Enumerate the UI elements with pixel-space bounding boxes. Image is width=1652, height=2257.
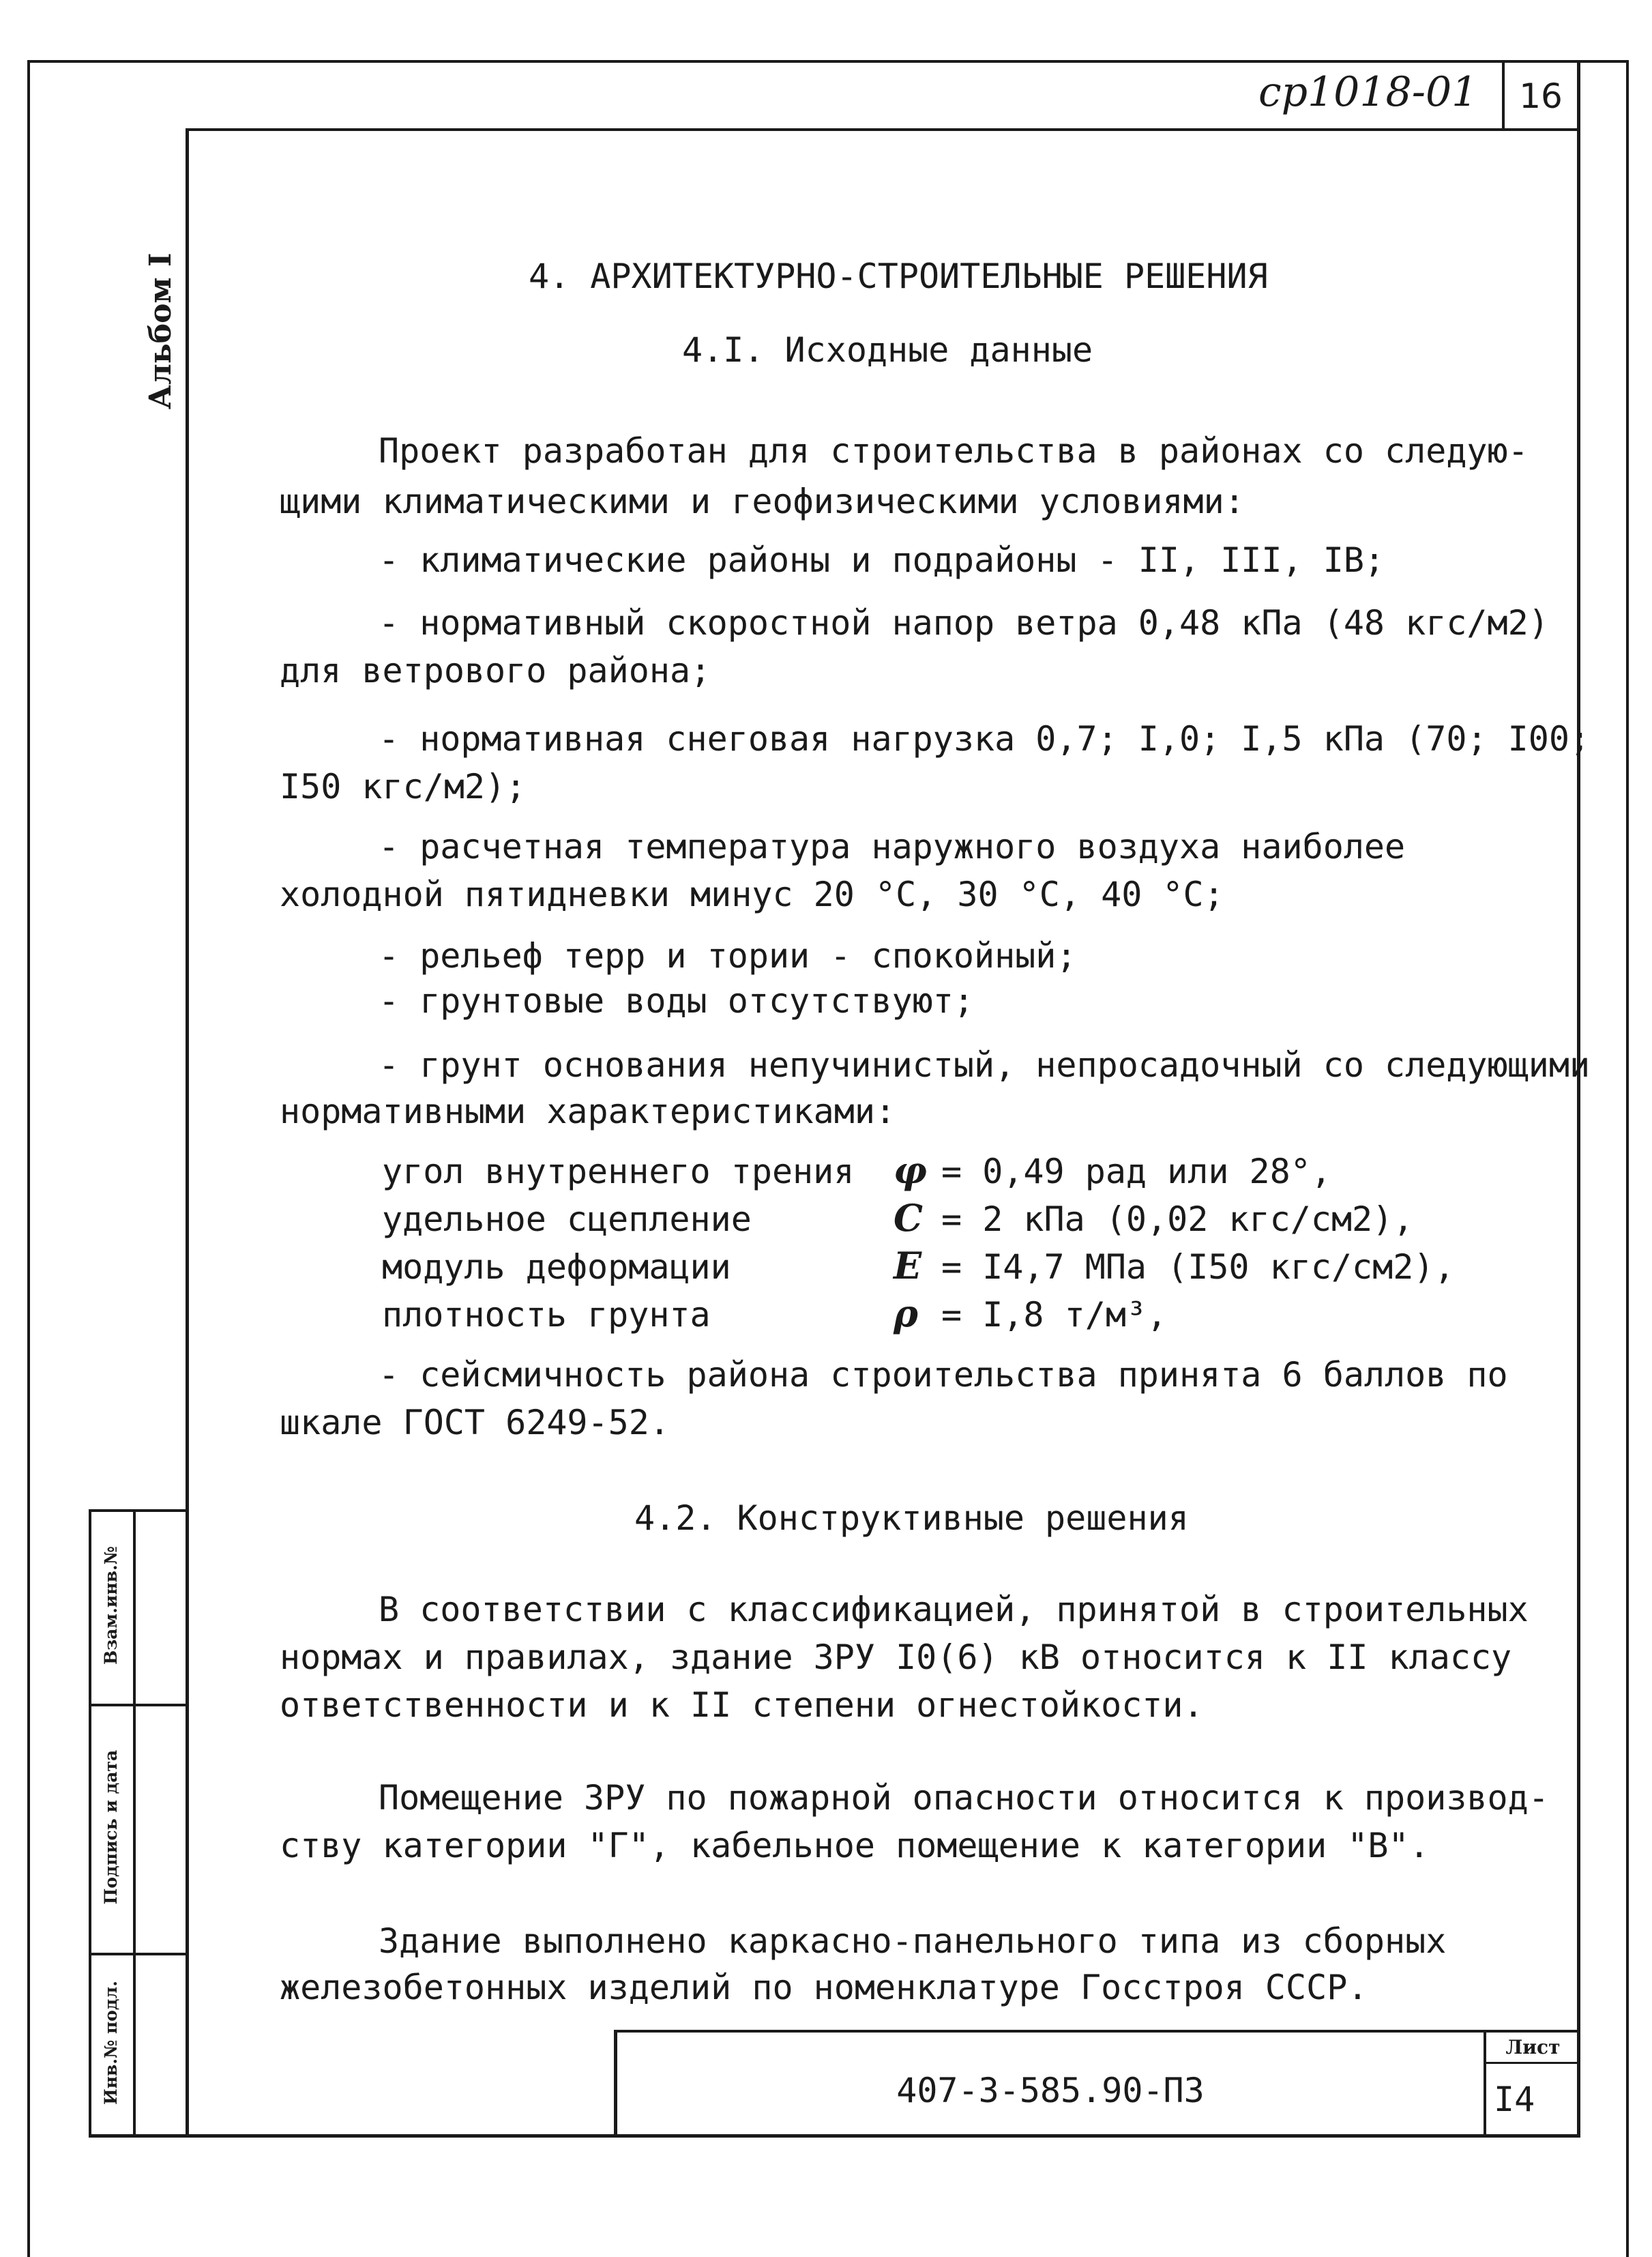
soil-prop-label-modulus: модуль деформации: [382, 1247, 731, 1287]
item-soil-line-1: - грунт основания непучинистый, непросадочный со следующими: [379, 1045, 1591, 1085]
stamp-col-left: [89, 1509, 91, 2137]
soil-prop-value-density: = I,8 т/м³,: [941, 1295, 1168, 1335]
para-class-line-3: ответственности и к II степени огнестойкости.: [280, 1685, 1204, 1725]
subsection-title-structural: 4.2. Конструктивные решения: [634, 1498, 1189, 1538]
inner-frame-top: [186, 128, 1580, 131]
soil-prop-value-friction: = 0,49 рад или 28°,: [941, 1152, 1331, 1191]
para-fire-line-1: Помещение ЗРУ по пожарной опасности относится к производ-: [379, 1778, 1549, 1818]
sheet-label: Лист: [1505, 2036, 1561, 2058]
soil-prop-symbol-rho: ρ: [894, 1292, 918, 1335]
item-temp-line-1: - расчетная температура наружного воздуха наиболее: [379, 827, 1406, 867]
handwritten-code: ср1018-01: [1258, 68, 1478, 116]
item-wind-line-1: - нормативный скоростной напор ветра 0,48 кПа (48 кгс/м2): [379, 603, 1549, 643]
outer-frame-top: [27, 60, 1629, 63]
document-code: 407-3-585.90-ПЗ: [896, 2071, 1205, 2110]
item-relief: - рельеф терр и тории - спокойный;: [379, 936, 1077, 976]
para-building-line-1: Здание выполнено каркасно-панельного типа из сборных: [379, 1921, 1447, 1961]
item-soil-line-2: нормативными характеристиками:: [280, 1092, 896, 1131]
item-seismic-line-1: - сейсмичность района строительства принята 6 баллов по: [379, 1355, 1508, 1395]
sheet-value: I4: [1494, 2080, 1535, 2119]
soil-prop-label-cohesion: удельное сцепление: [382, 1199, 752, 1239]
inner-frame-right: [1577, 60, 1580, 2138]
item-temp-line-2: холодной пятидневки минус 20 °С, 30 °С, 40 °С;: [280, 875, 1224, 914]
soil-prop-symbol-e: E: [894, 1244, 922, 1287]
item-snow-line-2: I50 кгс/м2);: [280, 767, 527, 806]
stamp-label-signature-date: Подпись и дата: [101, 1749, 121, 1905]
stamp-col-divider: [133, 1509, 136, 2137]
item-snow-line-1: - нормативная снеговая нагрузка 0,7; I,0; I,5 кПа (70; I00;: [379, 719, 1591, 759]
subsection-title-initial-data: 4.I. Исходные данные: [682, 330, 1093, 370]
intro-line-1: Проект разработан для строительства в районах со следую-: [379, 431, 1529, 471]
item-seismic-line-2: шкале ГОСТ 6249-52.: [280, 1403, 670, 1442]
title-block-sheet-label-line: [1484, 2062, 1580, 2064]
stamp-label-orig-inv: Инв.№ подл.: [101, 1981, 121, 2105]
outer-frame-right: [1626, 60, 1629, 2257]
soil-prop-label-friction: угол внутреннего трения: [382, 1152, 855, 1191]
item-climate: - климатические районы и подрайоны - II, III, IВ;: [379, 540, 1385, 580]
soil-prop-value-modulus: = I4,7 МПа (I50 кгс/см2),: [941, 1247, 1455, 1287]
section-title: 4. АРХИТЕКТУРНО-СТРОИТЕЛЬНЫЕ РЕШЕНИЯ: [529, 257, 1268, 296]
stamp-label-replace-inv: Взам.инв.№: [101, 1546, 121, 1665]
intro-line-2: щими климатическими и геофизическими условиями:: [280, 482, 1245, 521]
para-class-line-2: нормах и правилах, здание ЗРУ I0(6) кВ относится к II классу: [280, 1637, 1512, 1677]
para-class-line-1: В соответствии с классификацией, принятой в строительных: [379, 1590, 1529, 1629]
outer-frame-left: [27, 60, 30, 2257]
item-wind-line-2: для ветрового района;: [280, 651, 711, 690]
para-building-line-2: железобетонных изделий по номенклатуре Госстроя СССР.: [280, 1968, 1368, 2007]
para-fire-line-2: ству категории "Г", кабельное помещение к категории "В".: [280, 1826, 1430, 1865]
soil-prop-symbol-phi: φ: [894, 1148, 927, 1192]
soil-prop-label-density: плотность грунта: [382, 1295, 711, 1335]
item-ground-water: - грунтовые воды отсутствуют;: [379, 981, 974, 1021]
soil-prop-value-cohesion: = 2 кПа (0,02 кгс/см2),: [941, 1199, 1414, 1239]
sheet-number: 16: [1519, 76, 1563, 116]
soil-prop-symbol-c: C: [894, 1196, 923, 1240]
inner-frame-left: [186, 128, 189, 2138]
title-block-top: [614, 2030, 1580, 2033]
album-label: Альбом I: [143, 252, 178, 409]
inner-frame-bottom: [89, 2134, 1580, 2138]
